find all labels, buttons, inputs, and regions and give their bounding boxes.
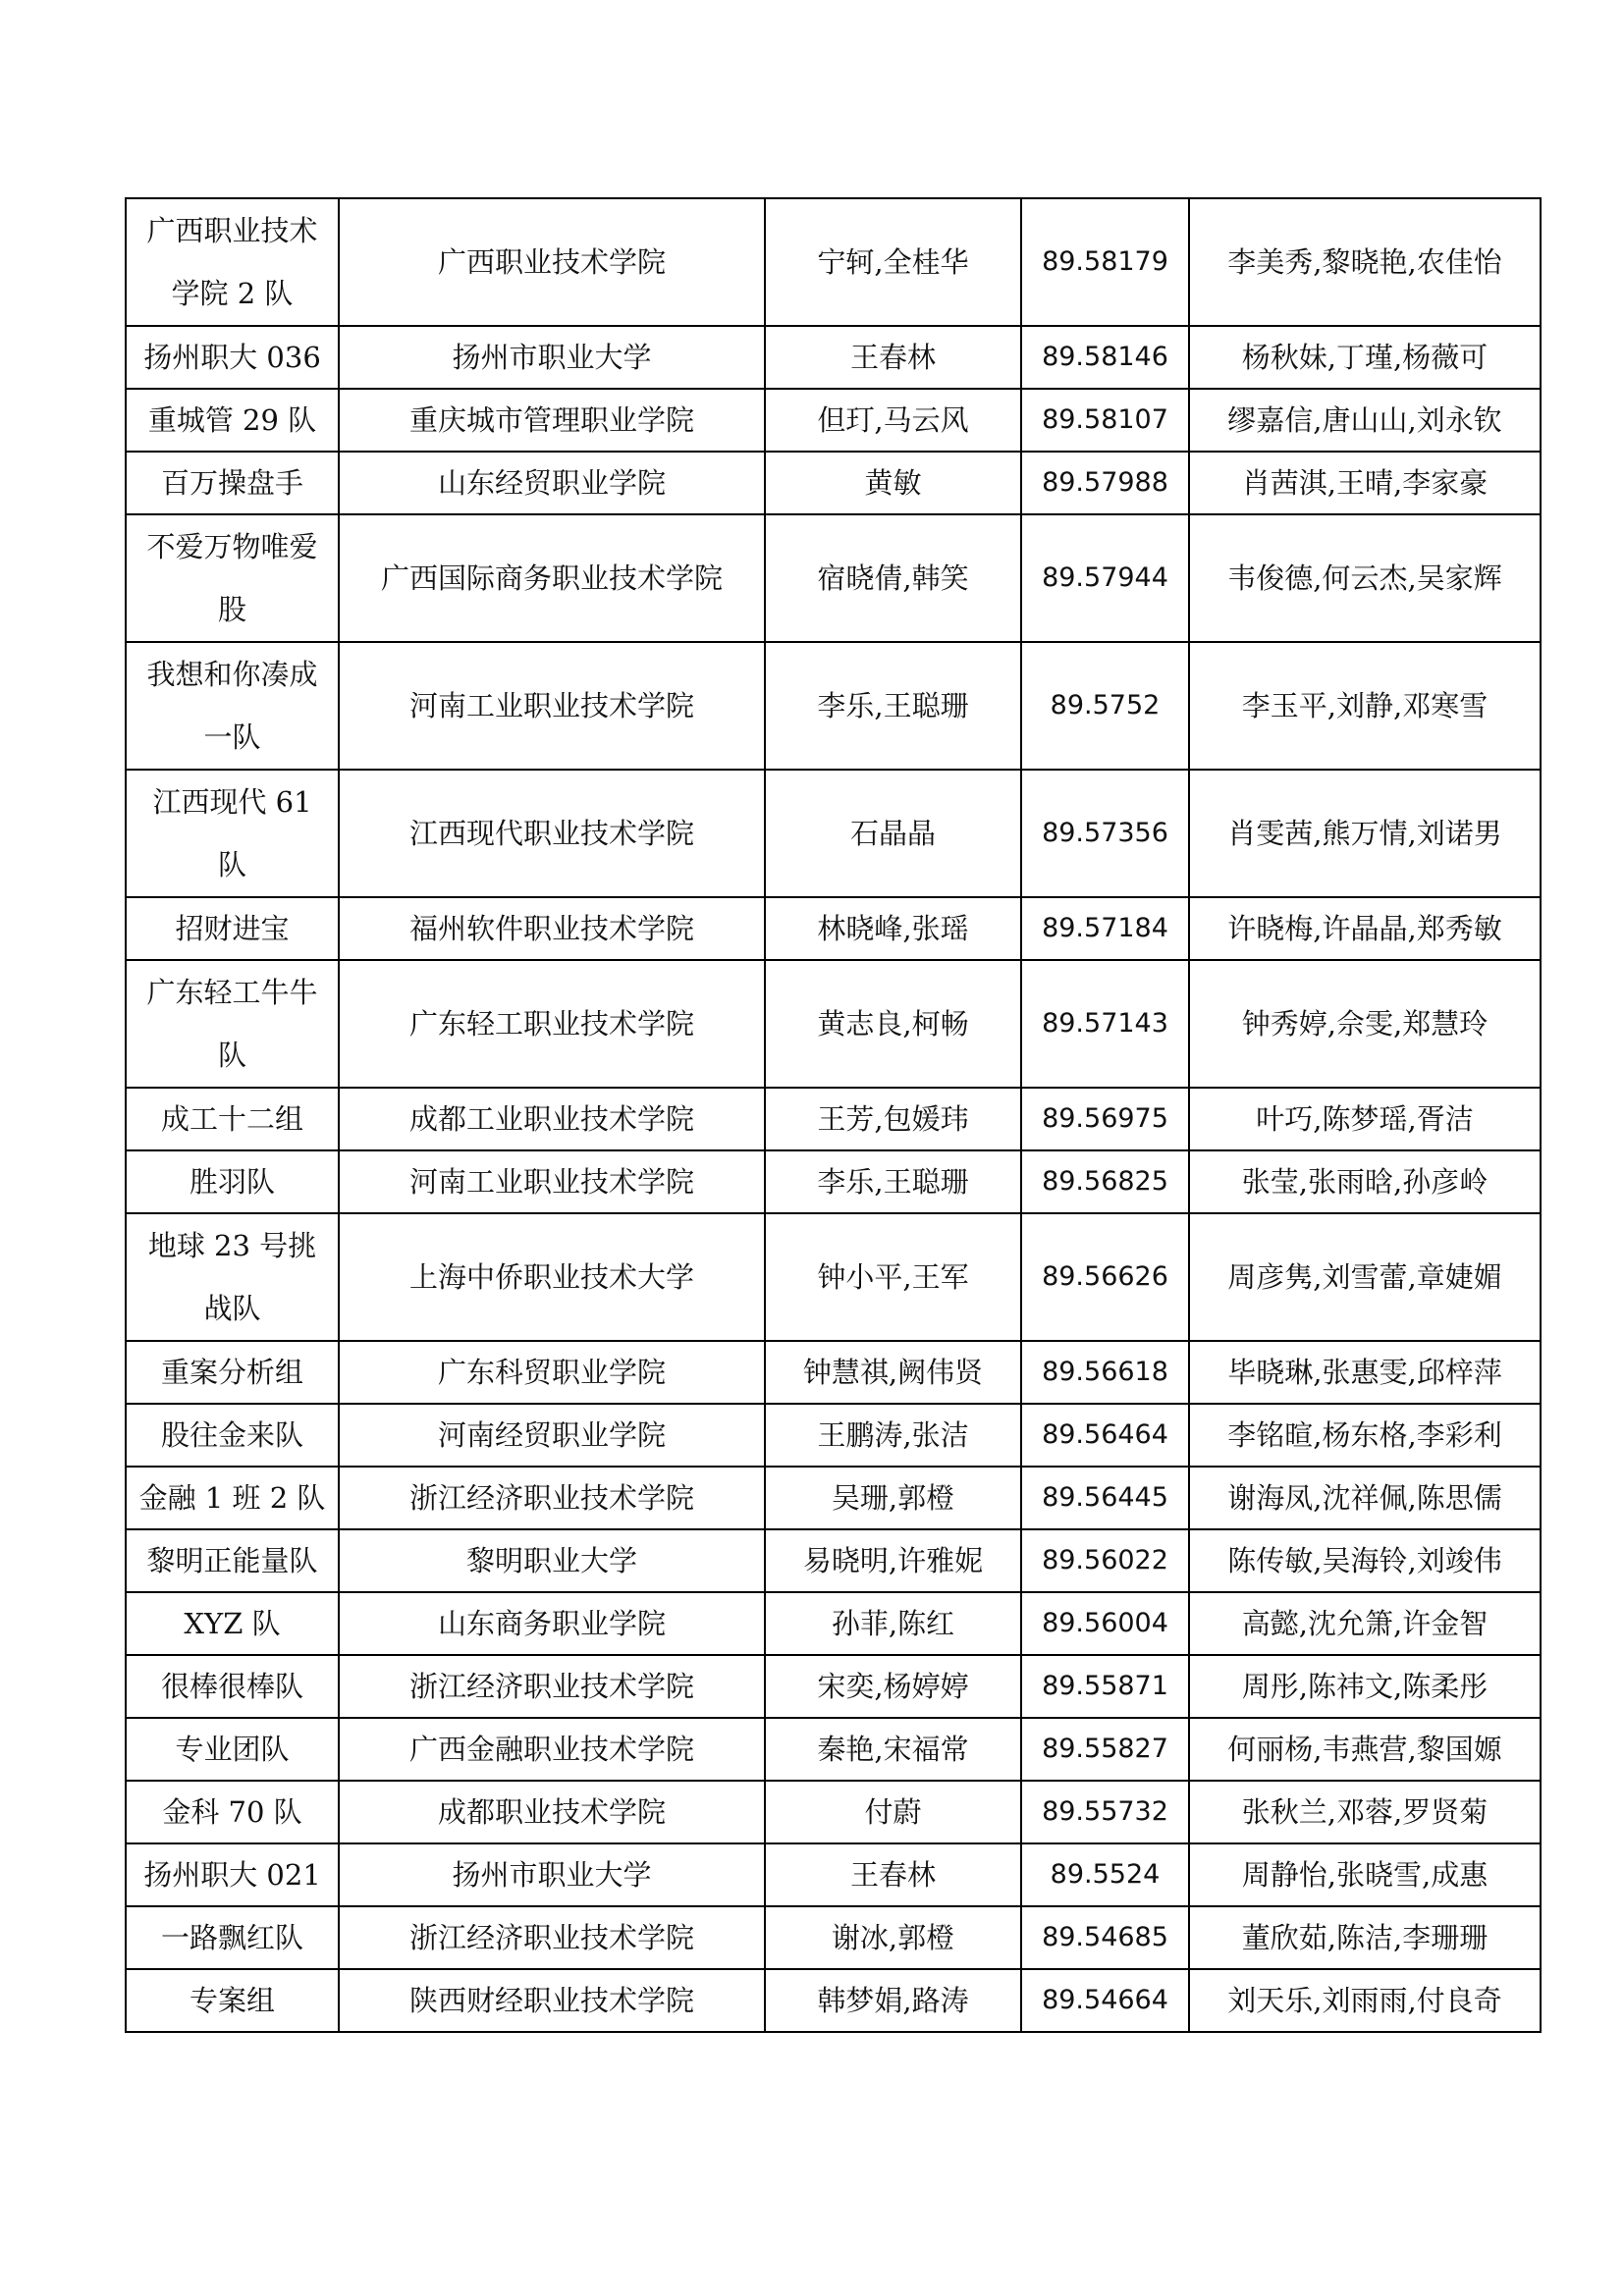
team-name-cell: 很棒很棒队 [126, 1655, 339, 1718]
members-cell: 肖茜淇,王晴,李家豪 [1189, 452, 1541, 514]
school-cell: 扬州市职业大学 [339, 326, 765, 389]
school-cell: 浙江经济职业技术学院 [339, 1467, 765, 1529]
members-cell: 周彤,陈祎文,陈柔彤 [1189, 1655, 1541, 1718]
score-cell: 89.57944 [1021, 514, 1189, 642]
advisor-cell: 韩梦娟,路涛 [765, 1969, 1021, 2032]
members-cell: 何丽杨,韦燕营,黎国嫄 [1189, 1718, 1541, 1781]
advisor-cell: 宋奕,杨婷婷 [765, 1655, 1021, 1718]
members-cell: 周静怡,张晓雪,成惠 [1189, 1843, 1541, 1906]
team-name-cell: 金科 70 队 [126, 1781, 339, 1843]
school-cell: 江西现代职业技术学院 [339, 770, 765, 897]
advisor-cell: 王芳,包媛玮 [765, 1088, 1021, 1150]
team-name-cell: 江西现代 61 队 [126, 770, 339, 897]
team-name-cell: 一路飘红队 [126, 1906, 339, 1969]
advisor-cell: 钟慧祺,阙伟贤 [765, 1341, 1021, 1404]
score-cell: 89.56825 [1021, 1150, 1189, 1213]
team-name-cell: 成工十二组 [126, 1088, 339, 1150]
school-cell: 广西金融职业技术学院 [339, 1718, 765, 1781]
members-cell: 毕晓琳,张惠雯,邱梓萍 [1189, 1341, 1541, 1404]
table-row [126, 514, 1541, 642]
table-row [126, 770, 1541, 897]
table-row [126, 1150, 1541, 1213]
team-name-cell: 重城管 29 队 [126, 389, 339, 452]
team-name-cell: 胜羽队 [126, 1150, 339, 1213]
school-cell: 扬州市职业大学 [339, 1843, 765, 1906]
members-cell: 周彦隽,刘雪蕾,章婕媚 [1189, 1213, 1541, 1341]
members-cell: 杨秋妹,丁瑾,杨薇可 [1189, 326, 1541, 389]
results-table [125, 197, 1542, 2033]
table-row [126, 1906, 1541, 1969]
score-cell: 89.56022 [1021, 1529, 1189, 1592]
advisor-cell: 李乐,王聪珊 [765, 642, 1021, 770]
advisor-cell: 吴珊,郭橙 [765, 1467, 1021, 1529]
team-name-cell: 黎明正能量队 [126, 1529, 339, 1592]
score-cell: 89.5524 [1021, 1843, 1189, 1906]
score-cell: 89.54664 [1021, 1969, 1189, 2032]
school-cell: 广西职业技术学院 [339, 198, 765, 326]
school-cell: 成都职业技术学院 [339, 1781, 765, 1843]
advisor-cell: 黄志良,柯畅 [765, 960, 1021, 1088]
members-cell: 李铭暄,杨东格,李彩利 [1189, 1404, 1541, 1467]
score-cell: 89.55871 [1021, 1655, 1189, 1718]
team-name-cell: 重案分析组 [126, 1341, 339, 1404]
members-cell: 肖雯茜,熊万情,刘诺男 [1189, 770, 1541, 897]
school-cell: 河南经贸职业学院 [339, 1404, 765, 1467]
members-cell: 张莹,张雨晗,孙彦岭 [1189, 1150, 1541, 1213]
school-cell: 广东科贸职业学院 [339, 1341, 765, 1404]
team-name-cell: 不爱万物唯爱股 [126, 514, 339, 642]
advisor-cell: 宿晓倩,韩笑 [765, 514, 1021, 642]
advisor-cell: 谢冰,郭橙 [765, 1906, 1021, 1969]
school-cell: 浙江经济职业技术学院 [339, 1655, 765, 1718]
school-cell: 浙江经济职业技术学院 [339, 1906, 765, 1969]
team-name-cell: 招财进宝 [126, 897, 339, 960]
score-cell: 89.57143 [1021, 960, 1189, 1088]
members-cell: 李美秀,黎晓艳,农佳怡 [1189, 198, 1541, 326]
table-row [126, 1529, 1541, 1592]
school-cell: 广西国际商务职业技术学院 [339, 514, 765, 642]
advisor-cell: 付蔚 [765, 1781, 1021, 1843]
advisor-cell: 王春林 [765, 1843, 1021, 1906]
team-name-cell: 股往金来队 [126, 1404, 339, 1467]
score-cell: 89.56618 [1021, 1341, 1189, 1404]
team-name-cell: 我想和你凑成一队 [126, 642, 339, 770]
table-row [126, 1341, 1541, 1404]
members-cell: 钟秀婷,佘雯,郑慧玲 [1189, 960, 1541, 1088]
team-name-cell: 专案组 [126, 1969, 339, 2032]
table-row [126, 326, 1541, 389]
members-cell: 高懿,沈允箫,许金智 [1189, 1592, 1541, 1655]
score-cell: 89.57988 [1021, 452, 1189, 514]
score-cell: 89.58179 [1021, 198, 1189, 326]
score-cell: 89.58107 [1021, 389, 1189, 452]
score-cell: 89.55732 [1021, 1781, 1189, 1843]
score-cell: 89.56464 [1021, 1404, 1189, 1467]
school-cell: 山东经贸职业学院 [339, 452, 765, 514]
score-cell: 89.56445 [1021, 1467, 1189, 1529]
school-cell: 黎明职业大学 [339, 1529, 765, 1592]
advisor-cell: 王春林 [765, 326, 1021, 389]
table-row [126, 642, 1541, 770]
advisor-cell: 孙菲,陈红 [765, 1592, 1021, 1655]
table-row [126, 1655, 1541, 1718]
school-cell: 成都工业职业技术学院 [339, 1088, 765, 1150]
score-cell: 89.56004 [1021, 1592, 1189, 1655]
table-row [126, 897, 1541, 960]
school-cell: 河南工业职业技术学院 [339, 642, 765, 770]
score-cell: 89.54685 [1021, 1906, 1189, 1969]
advisor-cell: 易晓明,许雅妮 [765, 1529, 1021, 1592]
advisor-cell: 但玎,马云风 [765, 389, 1021, 452]
members-cell: 缪嘉信,唐山山,刘永钦 [1189, 389, 1541, 452]
school-cell: 重庆城市管理职业学院 [339, 389, 765, 452]
table-row [126, 389, 1541, 452]
advisor-cell: 林晓峰,张瑶 [765, 897, 1021, 960]
members-cell: 刘天乐,刘雨雨,付良奇 [1189, 1969, 1541, 2032]
table-row [126, 1592, 1541, 1655]
advisor-cell: 钟小平,王军 [765, 1213, 1021, 1341]
team-name-cell: 百万操盘手 [126, 452, 339, 514]
table-row [126, 960, 1541, 1088]
members-cell: 叶巧,陈梦瑶,胥洁 [1189, 1088, 1541, 1150]
table-row [126, 452, 1541, 514]
members-cell: 陈传敏,吴海铃,刘竣伟 [1189, 1529, 1541, 1592]
team-name-cell: 金融 1 班 2 队 [126, 1467, 339, 1529]
results-table-body [126, 198, 1541, 2032]
table-row [126, 1404, 1541, 1467]
table-row [126, 198, 1541, 326]
team-name-cell: XYZ 队 [126, 1592, 339, 1655]
score-cell: 89.57184 [1021, 897, 1189, 960]
school-cell: 陕西财经职业技术学院 [339, 1969, 765, 2032]
members-cell: 李玉平,刘静,邓寒雪 [1189, 642, 1541, 770]
advisor-cell: 黄敏 [765, 452, 1021, 514]
table-row [126, 1213, 1541, 1341]
table-row [126, 1843, 1541, 1906]
table-row [126, 1969, 1541, 2032]
table-row [126, 1467, 1541, 1529]
school-cell: 福州软件职业技术学院 [339, 897, 765, 960]
school-cell: 山东商务职业学院 [339, 1592, 765, 1655]
advisor-cell: 李乐,王聪珊 [765, 1150, 1021, 1213]
score-cell: 89.56626 [1021, 1213, 1189, 1341]
score-cell: 89.58146 [1021, 326, 1189, 389]
members-cell: 张秋兰,邓蓉,罗贤菊 [1189, 1781, 1541, 1843]
team-name-cell: 广西职业技术学院 2 队 [126, 198, 339, 326]
score-cell: 89.57356 [1021, 770, 1189, 897]
school-cell: 上海中侨职业技术大学 [339, 1213, 765, 1341]
advisor-cell: 宁轲,全桂华 [765, 198, 1021, 326]
table-row [126, 1088, 1541, 1150]
school-cell: 广东轻工职业技术学院 [339, 960, 765, 1088]
team-name-cell: 扬州职大 036 [126, 326, 339, 389]
members-cell: 董欣茹,陈洁,李珊珊 [1189, 1906, 1541, 1969]
team-name-cell: 地球 23 号挑战队 [126, 1213, 339, 1341]
members-cell: 谢海凤,沈祥佩,陈思儒 [1189, 1467, 1541, 1529]
table-row [126, 1718, 1541, 1781]
table-row [126, 1781, 1541, 1843]
team-name-cell: 专业团队 [126, 1718, 339, 1781]
team-name-cell: 扬州职大 021 [126, 1843, 339, 1906]
score-cell: 89.5752 [1021, 642, 1189, 770]
members-cell: 韦俊德,何云杰,吴家辉 [1189, 514, 1541, 642]
advisor-cell: 秦艳,宋福常 [765, 1718, 1021, 1781]
advisor-cell: 石晶晶 [765, 770, 1021, 897]
team-name-cell: 广东轻工牛牛队 [126, 960, 339, 1088]
advisor-cell: 王鹏涛,张洁 [765, 1404, 1021, 1467]
score-cell: 89.55827 [1021, 1718, 1189, 1781]
school-cell: 河南工业职业技术学院 [339, 1150, 765, 1213]
members-cell: 许晓梅,许晶晶,郑秀敏 [1189, 897, 1541, 960]
score-cell: 89.56975 [1021, 1088, 1189, 1150]
